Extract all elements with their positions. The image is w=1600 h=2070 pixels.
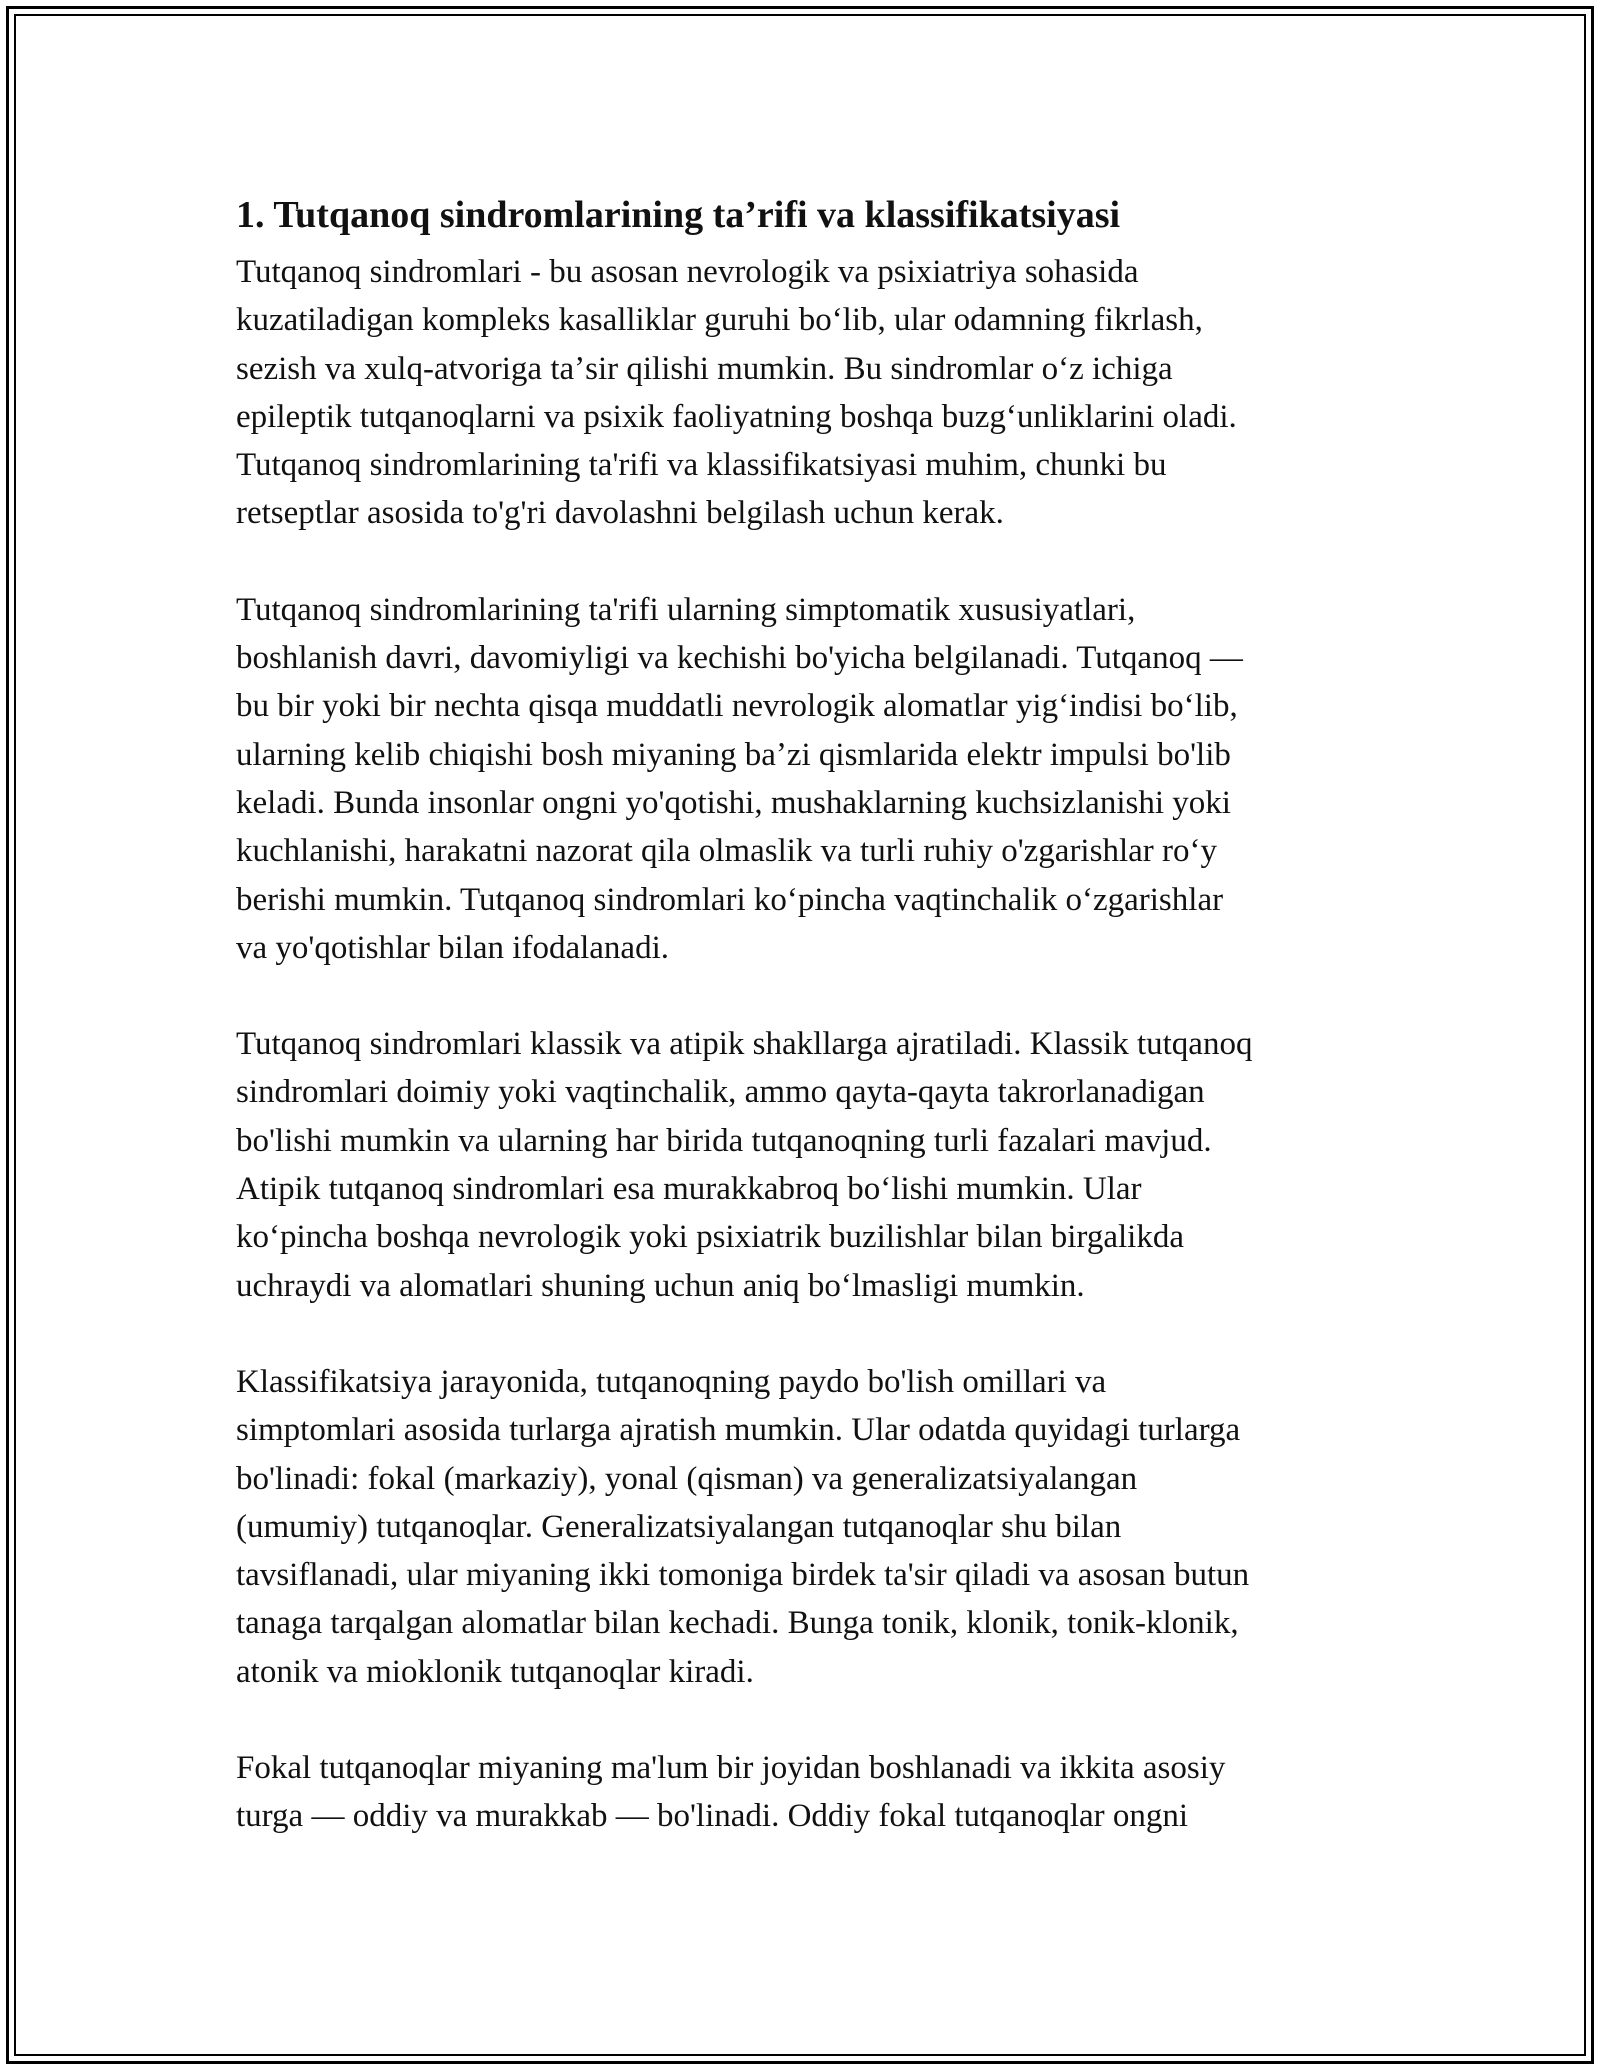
paragraph-line: retseptlar asosida to'g'ri davolashni belgilash uchun kerak. [236,495,1004,532]
paragraph-line: (umumiy) tutqanoqlar. Generalizatsiyalangan tutqanoqlar shu bilan [236,1508,1122,1545]
paragraph-line: Tutqanoq sindromlari klassik va atipik shakllarga ajratiladi. Klassik tutqanoq [236,1026,1253,1063]
section-heading: 1. Tutqanoq sindromlarining ta’rifi va klassifikatsiyasi [236,194,1121,236]
paragraph-line: uchraydi va alomatlari shuning uchun aniq boʻlmasligi mumkin. [236,1267,1085,1304]
paragraph-line: keladi. Bunda insonlar ongni yo'qotishi, mushaklarning kuchsizlanishi yoki [236,784,1231,821]
paragraph-line: turga — oddiy va murakkab — bo'linadi. Oddiy fokal tutqanoqlar ongni [236,1798,1189,1835]
paragraph-line: Atipik tutqanoq sindromlari esa murakkabroq boʻlishi mumkin. Ular [236,1171,1142,1208]
paragraph-2 [236,586,1376,972]
paragraph-line: Fokal tutqanoqlar miyaning ma'lum bir joyidan boshlanadi va ikkita asosiy [236,1750,1226,1787]
paragraph-line: simptomlari asosida turlarga ajratish mumkin. Ular odatda quyidagi turlarga [236,1412,1241,1449]
paragraph-line: kuzatiladigan kompleks kasalliklar guruhi boʻlib, ular odamning fikrlash, [236,302,1203,339]
paragraph-line: bo'linadi: fokal (markaziy), yonal (qisman) va generalizatsiyalangan [236,1460,1138,1497]
paragraph-4 [236,1358,1376,1696]
paragraph-line: koʻpincha boshqa nevrologik yoki psixiatrik buzilishlar bilan birgalikda [236,1219,1184,1256]
paragraph-line: boshlanish davri, davomiyligi va kechishi bo'yicha belgilanadi. Tutqanoq — [236,640,1243,677]
paragraph-line: Tutqanoq sindromlarining ta'rifi va klassifikatsiyasi muhim, chunki bu [236,447,1167,484]
paragraph-line: bu bir yoki bir nechta qisqa muddatli nevrologik alomatlar yigʻindisi boʻlib, [236,688,1238,725]
paragraph-line: va yo'qotishlar bilan ifodalanadi. [236,929,669,966]
paragraph-line: sezish va xulq-atvoriga taʼsir qilishi mumkin. Bu sindromlar oʻz ichiga [236,350,1173,387]
paragraph-line: sindromlari doimiy yoki vaqtinchalik, ammo qayta-qayta takrorlanadigan [236,1074,1205,1111]
paragraph-1 [236,248,1376,538]
paragraph-line: Tutqanoq sindromlarining ta'rifi ularning simptomatik xususiyatlari, [236,591,1136,628]
paragraph-line: ularning kelib chiqishi bosh miyaning baʼzi qismlarida elektr impulsi bo'lib [236,736,1231,773]
paragraph-line: berishi mumkin. Tutqanoq sindromlari koʻpincha vaqtinchalik oʻzgarishlar [236,881,1224,918]
paragraph-line: tanaga tarqalgan alomatlar bilan kechadi. Bunga tonik, klonik, tonik-klonik, [236,1605,1239,1642]
paragraph-5 [236,1744,1376,1841]
paragraph-line: Klassifikatsiya jarayonida, tutqanoqning paydo bo'lish omillari va [236,1363,1107,1400]
paragraph-line: kuchlanishi, harakatni nazorat qila olmaslik va turli ruhiy o'zgarishlar roʻy [236,833,1217,870]
document-body [236,185,1376,1889]
paragraph-line: epileptik tutqanoqlarni va psixik faoliyatning boshqa buzgʻunliklarini oladi. [236,398,1237,435]
paragraph-line: atonik va mioklonik tutqanoqlar kiradi. [236,1653,754,1690]
paragraph-line: bo'lishi mumkin va ularning har birida tutqanoqning turli fazalari mavjud. [236,1122,1212,1159]
paragraph-line: tavsiflanadi, ular miyaning ikki tomoniga birdek ta'sir qiladi va asosan butun [236,1557,1250,1594]
paragraph-line: Tutqanoq sindromlari - bu asosan nevrologik va psixiatriya sohasida [236,254,1139,290]
paragraph-3 [236,1020,1376,1310]
